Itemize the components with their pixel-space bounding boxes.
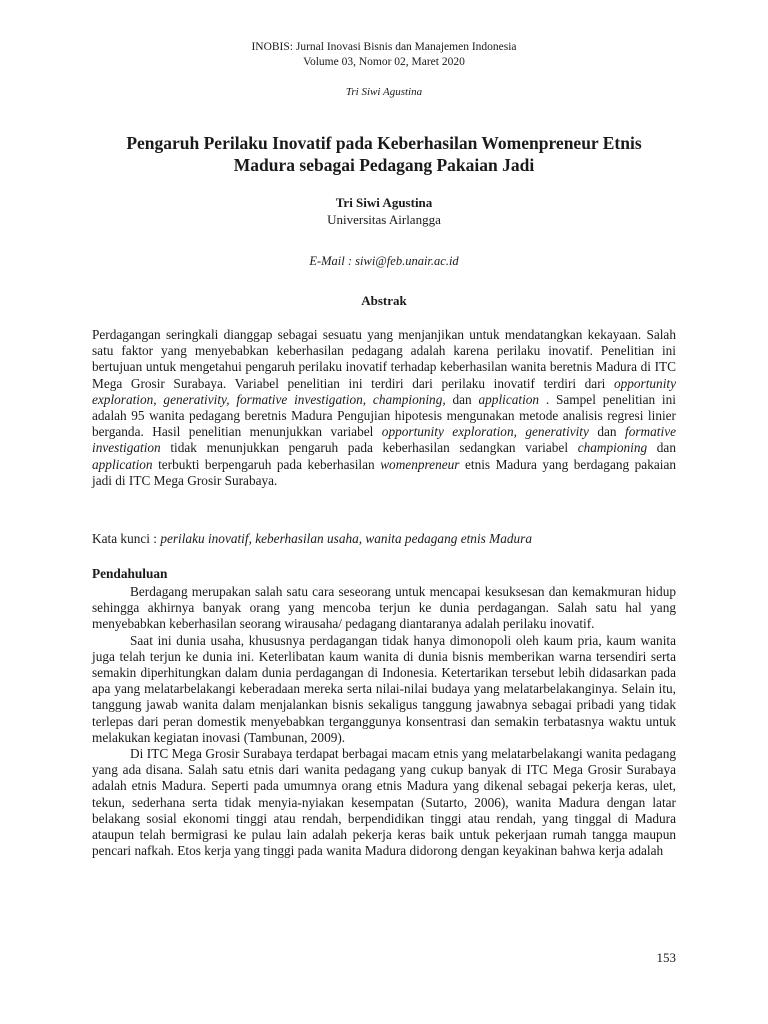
keywords-label: Kata kunci :	[92, 531, 161, 546]
paragraph: Berdagang merupakan salah satu cara seseorang untuk mencapai kesuksesan dan kemakmuran hidup sehingga akhirnya banyak orang yang mencoba terjun ke dunia perdagangan. Salah satu hal yang menyebabkan keberhasilan seorang wirausaha/ pedagang diantaranya adalah perilaku inovatif.	[92, 584, 676, 632]
title-line-2: Madura sebagai Pedagang Pakaian Jadi	[233, 155, 535, 175]
abstract-italic-term: opportunity exploration, generativity, formative investigation, championing,	[92, 375, 676, 407]
journal-name: INOBIS: Jurnal Inovasi Bisnis dan Manajemen Indonesia	[251, 41, 517, 53]
author-name: Tri Siwi Agustina	[335, 195, 433, 210]
introduction-body	[92, 584, 676, 859]
abstract-text	[92, 327, 676, 489]
abstract-italic-term: championing	[577, 440, 648, 456]
abstract-segment: . Sampel penelitian ini adalah 95 wanita pedagang beretnis Madura Pengujian hipotesis mengunakan metode analisis regresi linier berganda. Hasil penelitian menunjukkan variabel	[92, 391, 676, 440]
abstract-segment: dan	[588, 424, 626, 440]
abstract-italic-term: application	[92, 456, 153, 472]
abstract-italic-term: application	[478, 391, 540, 407]
section-heading-introduction: Pendahuluan	[92, 566, 168, 581]
abstract-heading: Abstrak	[361, 293, 407, 308]
keywords-text: perilaku inovatif, keberhasilan usaha, wanita pedagang etnis Madura	[160, 531, 532, 546]
paragraph: Di ITC Mega Grosir Surabaya terdapat berbagai macam etnis yang melatarbelakangi wanita pedagang yang ada disana. Salah satu etnis dari wanita pedagang yang cukup banyak di ITC Mega Grosir Surabaya adalah etnis Madura. Seperti pada umumnya orang etnis Madura yang dikenal sebagai pekerja keras, ulet, tekun, sederhana serta tidak menyia-nyiakan kesempatan (Sutarto, 2006), wanita Madura dengan latar belakang sosial ekonomi tinggi atau rendah, berpendidikan tinggi atau rendah, yang tinggal di Madura ataupun telah bermigrasi ke pulau lain adalah pekerja keras baik untuk pekerjaan rumah tangga maupun pencari nafkah. Etos kerja yang tinggi pada wanita Madura didorong dengan keyakinan bahwa kerja adalah	[92, 746, 676, 859]
title-line-1: Pengaruh Perilaku Inovatif pada Keberhasilan Womenpreneur Etnis	[126, 133, 642, 153]
running-author: Tri Siwi Agustina	[345, 86, 423, 98]
page-number: 153	[656, 950, 676, 965]
abstract-italic-term: opportunity exploration, generativity	[381, 424, 589, 440]
paragraph: Saat ini dunia usaha, khususnya perdagangan tidak hanya dimonopoli oleh kaum pria, kaum wanita juga telah terjun ke dunia ini. Keterlibatan kaum wanita di dunia bisnis memberikan warna tersendiri serta semakin diperhitungkan dalam dunia perdagangan di Indonesia. Ketertarikan tersebut lebih didasarkan pada apa yang melatarbelakangi keberadaan mereka serta nilai-nilai budaya yang melatarbelakanginya. Selain itu, tanggung jawab wanita dalam menjalankan bisnis sekaligus tanggung jawabnya sebagai pribadi yang tidak terlepas dari peran domestik menyebabkan terganggunya konsentrasi dan semakin terbatasnya waktu untuk melakukan kegiatan inovasi (Tambunan, 2009).	[92, 632, 676, 745]
author-affiliation: Universitas Airlangga	[327, 212, 441, 227]
journal-header	[0, 40, 768, 70]
abstract-segment: Perdagangan seringkali dianggap sebagai sesuatu yang menjanjikan untuk mendatangkan kekayaan. Salah satu faktor yang menyebabkan keberhasilan pedagang adalah karena perilaku inovatif. Penelitian ini bertujuan untuk mengetahui pengaruh perilaku inovatif terhadap keberhasilan wanita beretnis Madura di ITC Mega Grosir Surabaya. Variabel penelitian ini terdiri dari perilaku inovatif terdiri dari	[92, 327, 676, 391]
abstract-segment: tidak menunjukkan pengaruh pada keberhasilan sedangkan variabel	[160, 440, 578, 456]
abstract-segment: terbukti berpengaruh pada keberhasilan	[152, 456, 381, 472]
abstract-segment: dan	[445, 391, 479, 407]
keywords	[92, 531, 676, 547]
abstract-italic-term: formative investigation	[92, 424, 676, 456]
journal-volume: Volume 03, Nomor 02, Maret 2020	[303, 56, 465, 68]
author-email: E-Mail : siwi@feb.unair.ac.id	[309, 254, 459, 268]
abstract-segment: etnis Madura yang berdagang pakaian jadi di ITC Mega Grosir Surabaya.	[92, 456, 676, 488]
paper-title	[90, 132, 678, 176]
abstract-italic-term: womenpreneur	[380, 456, 460, 472]
abstract-segment: dan	[647, 440, 676, 456]
